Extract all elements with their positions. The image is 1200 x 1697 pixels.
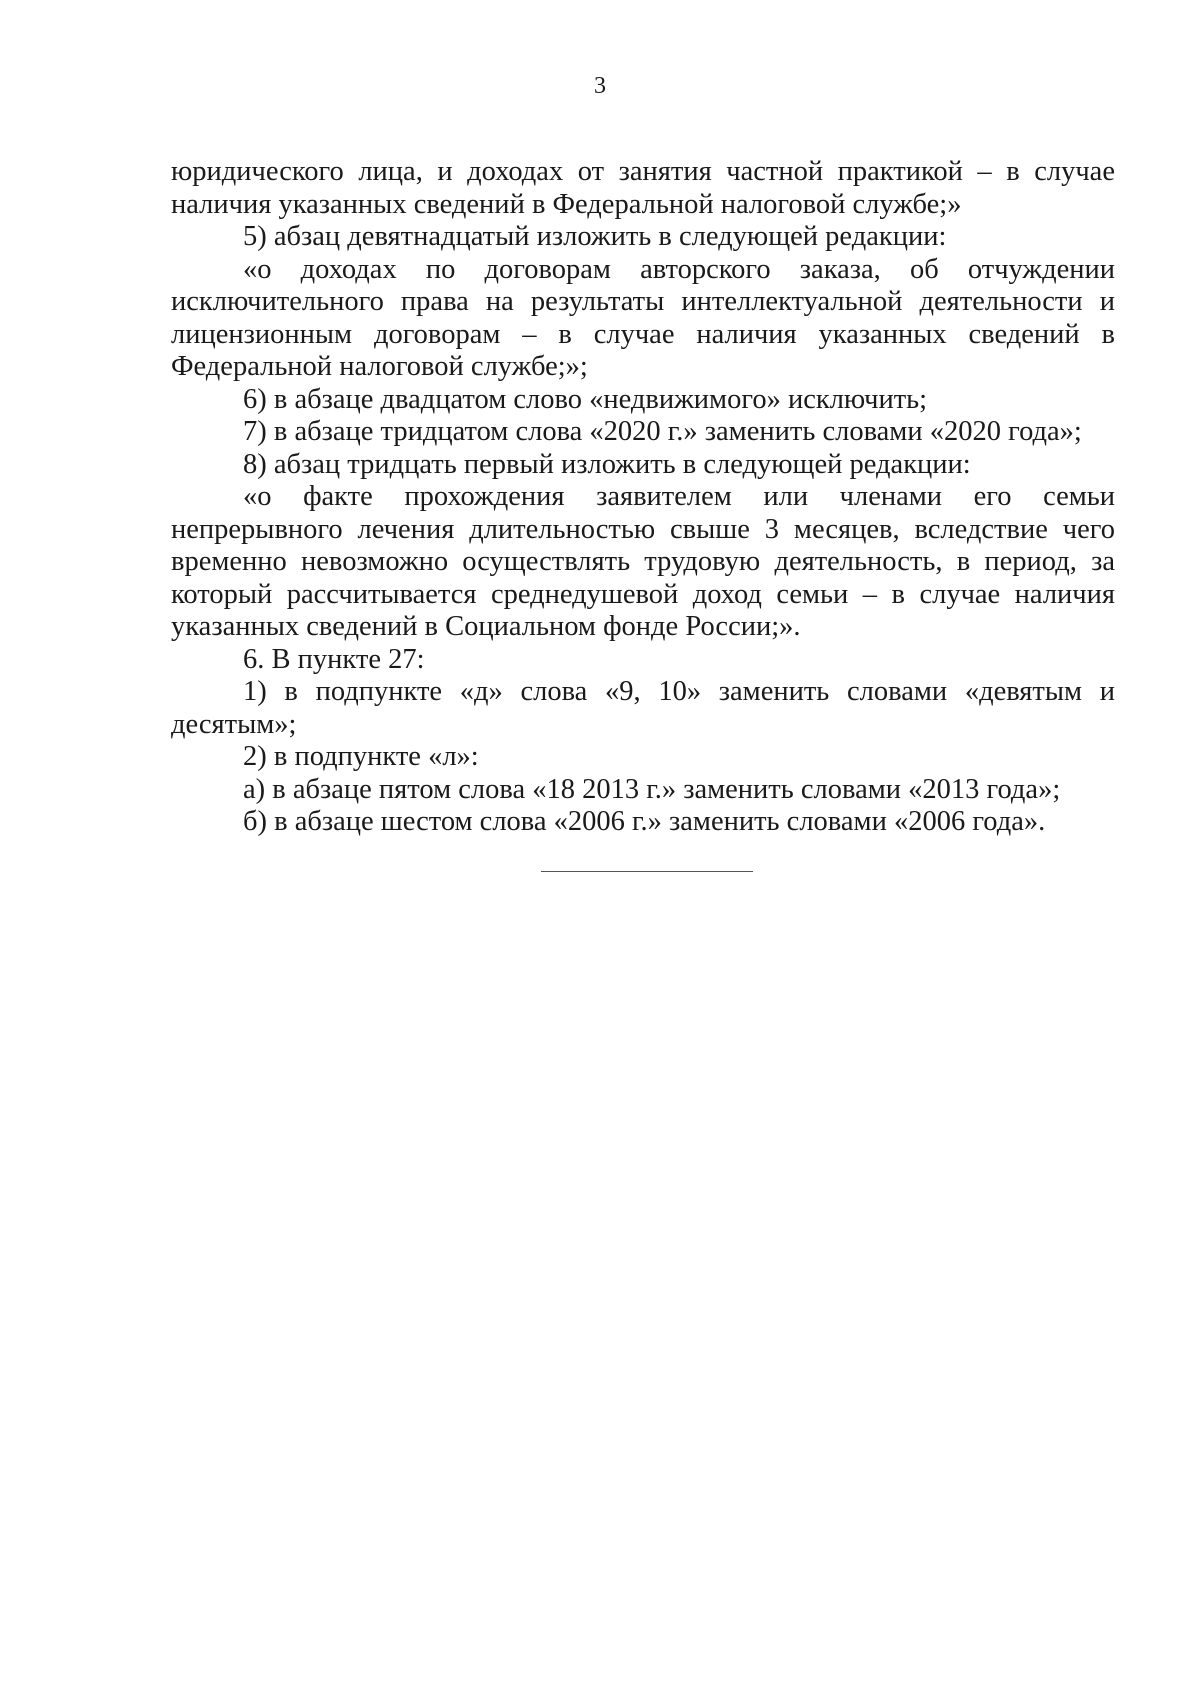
paragraph-subitem-1: 1) в подпункте «д» слова «9, 10» заменить словами «девятым и десятым»; — [171, 676, 1115, 740]
paragraph-continuation: юридического лица, и доходах от занятия частной практикой – в случае наличия указанных сведений в Федеральной налоговой службе;» — [171, 156, 1115, 220]
paragraph-item-8: 8) абзац тридцать первый изложить в следующей редакции: — [243, 448, 971, 480]
paragraph-quote-paragraph-31: «о факте прохождения заявителем или членами его семьи непрерывного лечения длительностью свыше 3 месяцев, вследствие чего временно невозможно осуществлять трудовую деятельность, в период, за который рассчитывается среднедушевой доход семьи – в случае наличия указанных сведений в Социальном фонде России;». — [171, 481, 1115, 642]
paragraph-item-6: 6) в абзаце двадцатом слово «недвижимого» исключить; — [243, 383, 928, 415]
paragraph-quote-paragraph-19: «о доходах по договорам авторского заказа, об отчуждении исключительного права на результаты интеллектуальной деятельности и лицензионным договорам – в случае наличия указанных сведений в Федеральной налоговой службе;»; — [171, 253, 1115, 382]
paragraph-subitem-2: 2) в подпункте «л»: — [243, 741, 479, 772]
paragraph-subitem-b: б) в абзаце шестом слова «2006 г.» заменить словами «2006 года». — [243, 806, 1046, 837]
paragraph-item-5: 5) абзац девятнадцатый изложить в следующей редакции: — [243, 221, 947, 252]
paragraph-subitem-a: а) в абзаце пятом слова «18 2013 г.» заменить словами «2013 года»; — [243, 773, 1061, 805]
paragraph-item-7: 7) в абзаце тридцатом слова «2020 г.» заменить словами «2020 года»; — [243, 416, 1082, 447]
page-number: 3 — [594, 73, 606, 99]
end-of-document-rule — [541, 871, 753, 872]
paragraph-section-6: 6. В пункте 27: — [243, 643, 425, 675]
document-body — [171, 156, 1115, 839]
